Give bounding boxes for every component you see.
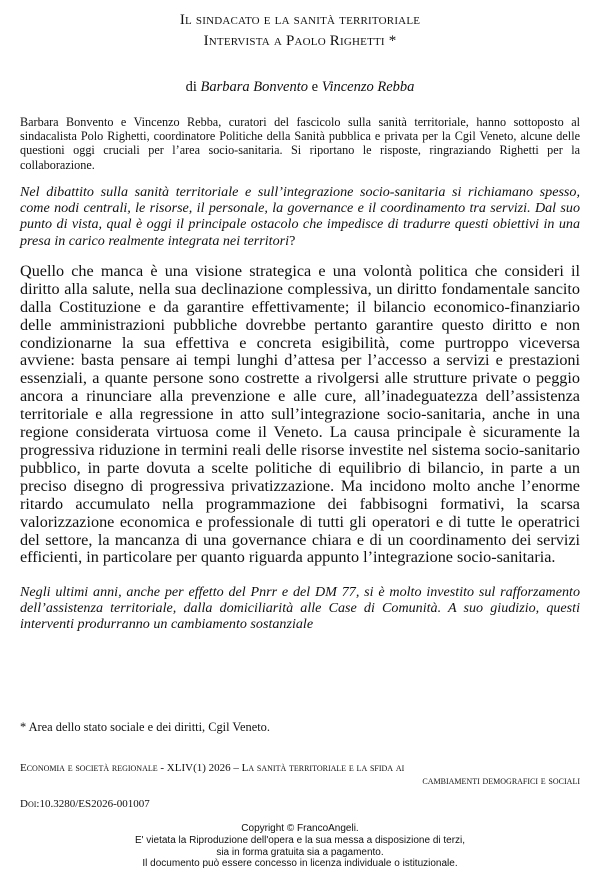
copyright-notice — [0, 823, 600, 870]
copyright-line-2: E' vietata la Riproduzione dell'opera e la sua messa a disposizione di terzi, — [134, 834, 466, 846]
byline-conj: e — [311, 79, 319, 95]
question-2: Negli ultimi anni, anche per effetto del Pnrr e del DM 77, si è molto investito sul rafforzamento dell’assistenza territoriale, dalla domiciliarità alle Case di Comunità. A suo giudizio, questi interventi produrranno un cambiamento sostanziale — [20, 583, 580, 632]
answer-1: Quello che manca è una visione strategica e una volontà politica che consideri il diritto alla salute, nella sua declinazione complessiva, un diritto fondamentale sancito dalla Costituzione e da garantire effettivamente; il bilancio economico-finanziario delle amministrazioni pubbliche dovrebbe pertanto garantire questo diritto e non condizionarne la sua effettiva e concreta esigibilità, come purtroppo viceversa avviene: basta pensare ai tempi lunghi d’attesa per l’accesso a servizi e prestazioni essenziali, a quante persone sono costrette a rivolgersi alle strutture private o peggio ancora a rinunciare alla prevenzione e alle cure, all’inadeguatezza dell’assistenza territoriale e alla regressione in atto sull’integrazione socio-sanitaria, anche in una regione considerata virtuosa come il Veneto. La causa principale è sicuramente la progressiva riduzione in termini reali delle risorse investite nel sistema socio-sanitario pubblico, in parte dovuta a scelte politiche di equilibrio di bilancio, in parte a un preciso disegno di progressiva privatizzazione. Ma incidono molto anche l’enorme ritardo accumulato nella programmazione dei fabbisogni formativi, la scarsa valorizzazione economica e professionale di tutti gli operatori e di tutte le operatrici del settore, la mancanza di una governance chiara e di un coordinamento dei servizi efficienti, in particolare per quanto riguarda appunto l’integrazione socio-sanitaria. — [20, 261, 580, 567]
title-line-2: Intervista a Paolo Righetti * — [203, 33, 397, 49]
journal-reference — [20, 762, 580, 788]
question-1-mark: ? — [289, 232, 296, 249]
copyright-line-4: Il documento può essere concesso in licenza individuale o istituzionale. — [142, 858, 458, 870]
journal-issue: - XLIV(1) 2026 – — [157, 762, 242, 774]
article-page — [20, 10, 580, 646]
author-2: Vincenzo Rebba — [321, 79, 415, 95]
question-1 — [20, 184, 580, 249]
question-1-text: Nel dibattito sulla sanità territoriale e sull’integrazione socio-sanitaria si richiamano spesso, come nodi centrali, le risorse, il personale, la governance e il coordinamento tra servizi. Dal suo punto di vista, qual è oggi il principale ostacolo che impedisce di tradurre questi obiettivi in una presa in carico realmente integrata nei territori — [20, 184, 580, 249]
byline-prefix: di — [185, 79, 197, 95]
journal-section-2: cambiamenti demografici e sociali — [422, 775, 580, 787]
journal-section-1: La sanità territoriale e la sfida ai — [241, 762, 405, 774]
doi: Doi:10.3280/ES2026-001007 — [20, 798, 150, 810]
article-title — [20, 10, 580, 52]
journal-name: Economia e società regionale — [20, 762, 158, 774]
copyright-line-3: sia in forma gratuita sia a pagamento. — [216, 846, 384, 858]
copyright-line-1: Copyright © FrancoAngeli. — [241, 823, 359, 834]
intro-paragraph: Barbara Bonvento e Vincenzo Rebba, curatori del fascicolo sulla sanità territoriale, hanno sottoposto al sindacalista Polo Righetti, coordinatore Politiche della Sanità pubblica e privata per la Cgil Veneto, alcune delle questioni oggi cruciali per l’area socio-sanitaria. Si riportano le risposte, ringraziando Righetti per la collaborazione. — [20, 115, 580, 172]
author-1: Barbara Bonvento — [200, 79, 308, 95]
byline — [20, 79, 580, 96]
footnote: * Area dello stato sociale e dei diritti, Cgil Veneto. — [20, 720, 270, 734]
title-line-1: Il sindacato e la sanità territoriale — [179, 12, 421, 28]
